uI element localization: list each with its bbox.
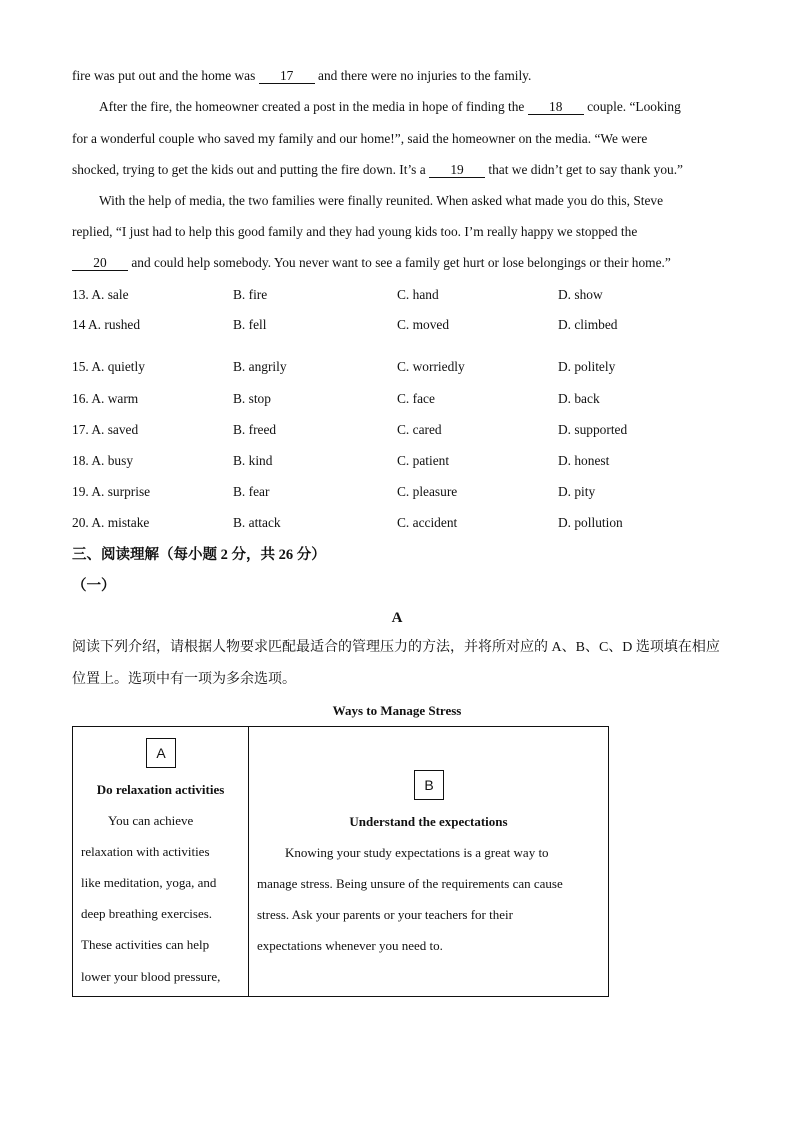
q15-option-c: C. worriedly	[397, 359, 465, 374]
option-a-line-2: relaxation with activities	[81, 844, 210, 859]
blank-17: 17	[259, 68, 315, 84]
q15-option-d: D. politely	[558, 359, 616, 374]
q20-option-d: D. pollution	[558, 515, 623, 530]
passage-line-2: After the fire, the homeowner created a post in the media in hope of finding the 18 couple. “Looking	[99, 99, 681, 114]
q17-option-a: 17. A. saved	[72, 422, 139, 437]
q14-option-d: D. climbed	[558, 317, 618, 332]
q16-option-c: C. face	[397, 391, 435, 406]
q19-option-a: 19. A. surprise	[72, 484, 151, 499]
q18-option-b: B. kind	[233, 453, 273, 468]
q15-option-a: 15. A. quietly	[72, 359, 145, 374]
option-b-line-1: Knowing your study expectations is a great way to	[285, 845, 549, 860]
passage-line-3: for a wonderful couple who saved my family and our home!”, said the homeowner on the media. “We were	[72, 131, 648, 146]
q20-option-b: B. attack	[233, 515, 281, 530]
q18-option-c: C. patient	[397, 453, 450, 468]
q14-option-a: 14 A. rushed	[72, 317, 141, 332]
part-label: A	[391, 610, 403, 626]
blank-18: 18	[528, 99, 584, 115]
q18-option-d: D. honest	[558, 453, 610, 468]
q17-option-b: B. freed	[233, 422, 277, 437]
option-b-line-3: stress. Ask your parents or your teachers for their	[257, 907, 513, 922]
option-a-line-6: lower your blood pressure,	[81, 969, 221, 984]
q16-option-a: 16. A. warm	[72, 391, 139, 406]
option-b-box: B	[414, 770, 444, 800]
passage-line-4: shocked, trying to get the kids out and putting the fire down. It’s a 19 that we didn’t get to say thank you.”	[72, 162, 684, 177]
q13-option-a: 13. A. sale	[72, 287, 129, 302]
option-b-title: Understand the expectations	[349, 814, 508, 829]
q13-option-b: B. fire	[233, 287, 268, 302]
section-subtitle: （一）	[72, 578, 116, 594]
option-b-line-4: expectations whenever you need to.	[257, 938, 443, 953]
blank-20: 20	[72, 255, 128, 271]
q17-option-c: C. cared	[397, 422, 442, 437]
q20-option-a: 20. A. mistake	[72, 515, 150, 530]
option-a-line-3: like meditation, yoga, and	[81, 875, 217, 890]
q14-option-b: B. fell	[233, 317, 267, 332]
instruction-line-1: 阅读下列介绍，请根据人物要求匹配最适合的管理压力的方法，并将所对应的 A、B、C、D 选项填在相应	[72, 640, 720, 655]
passage-line-1: fire was put out and the home was 17 and there were no injuries to the family.	[72, 68, 532, 83]
q20-option-c: C. accident	[397, 515, 458, 530]
option-b-line-2: manage stress. Being unsure of the requirements can cause	[257, 876, 563, 891]
option-a-line-5: These activities can help	[81, 937, 210, 952]
blank-19: 19	[429, 162, 485, 178]
passage-line-5: With the help of media, the two families were finally reunited. When asked what made you do this, Steve	[99, 193, 664, 208]
option-a-box: A	[146, 738, 176, 768]
q15-option-b: B. angrily	[233, 359, 287, 374]
q14-option-c: C. moved	[397, 317, 450, 332]
option-a-title: Do relaxation activities	[96, 782, 225, 797]
option-a-line-1: You can achieve	[108, 813, 194, 828]
q16-option-b: B. stop	[233, 391, 271, 406]
q17-option-d: D. supported	[558, 422, 628, 437]
q13-option-d: D. show	[558, 287, 603, 302]
q13-option-c: C. hand	[397, 287, 439, 302]
q16-option-d: D. back	[558, 391, 600, 406]
passage-line-6: replied, “I just had to help this good family and they had young kids too. I’m really happy we stopped the	[72, 224, 638, 239]
q19-option-c: C. pleasure	[397, 484, 458, 499]
q19-option-b: B. fear	[233, 484, 270, 499]
stress-table	[72, 726, 609, 997]
passage-line-7: 20 and could help somebody. You never want to see a family get hurt or lose belongings or their home.”	[72, 254, 671, 272]
section-title: 三、阅读理解（每小题 2 分，共 26 分）	[72, 547, 326, 563]
table-divider	[248, 727, 249, 996]
table-title: Ways to Manage Stress	[332, 703, 462, 718]
instruction-line-2: 位置上。选项中有一项为多余选项。	[72, 672, 296, 687]
q18-option-a: 18. A. busy	[72, 453, 134, 468]
q19-option-d: D. pity	[558, 484, 596, 499]
option-a-line-4: deep breathing exercises.	[81, 906, 213, 921]
